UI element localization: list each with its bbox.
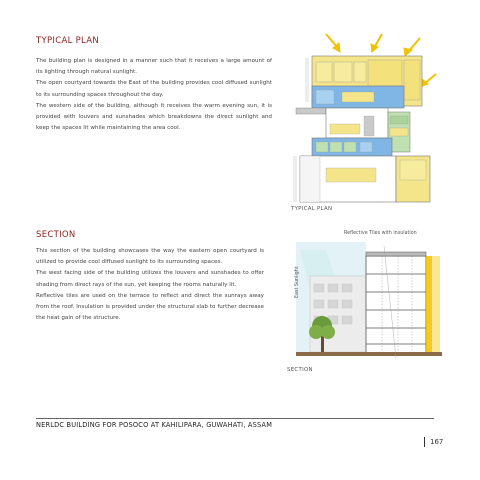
plan-caption: TYPICAL PLAN: [291, 206, 333, 212]
sun-arrow-icon: [371, 34, 382, 52]
east-sunlight-label: East Sunlight: [295, 266, 300, 298]
sun-arrow-icon: [404, 38, 420, 56]
plan-description: [36, 56, 272, 134]
section-drawing: [286, 240, 446, 358]
plan-paragraph-3: The western side of the building, although it receives the warm evening sun, it is provided with louvers and sunshades which breakdowns the direct sunlight and keep the spaces lit while maintaining the area cool.: [36, 102, 272, 132]
section-caption: SECTION: [287, 367, 313, 373]
footer-title: NERLDC BUILDING FOR POSOCO AT KAHILIPARA, GUWAHATI, ASSAM: [36, 421, 273, 429]
plan-heading: TYPICAL PLAN: [36, 36, 100, 46]
footer-divider: [36, 418, 434, 419]
sun-arrow-icon: [326, 34, 340, 52]
typical-plan-drawing: [286, 32, 446, 212]
section-heading: SECTION: [36, 230, 76, 240]
plan-paragraph-1: The building plan is designed in a manner such that it receives a large amount of its lighting through natural sunlight.: [36, 58, 272, 76]
section-paragraph-1: This section of the building showcases the way the eastern open courtyard is utilized to provide cool diffused sunlight to its surrounding spaces.: [36, 248, 264, 266]
section-paragraph-3: Reflective tiles are used on the terrace to reflect and direct the sunrays away from the roof. Insulation is provided under the structural slab to further decrease the heat gain of the structure.: [36, 292, 264, 322]
section-description: [36, 246, 264, 324]
sun-arrow-icon: [420, 74, 436, 87]
page-number-divider: [424, 437, 425, 447]
reflective-tiles-label: Reflective Tiles with insulation: [344, 231, 417, 236]
page-number: 167: [430, 438, 444, 446]
plan-paragraph-2: The open courtyard towards the East of the building provides cool diffused sunlight to its surrounding spaces throughout the day.: [36, 80, 272, 98]
section-paragraph-2: The west facing side of the building utilizes the louvers and sunshades to offer shading from direct rays of the sun, yet keeping the rooms naturally lit.: [36, 270, 264, 288]
